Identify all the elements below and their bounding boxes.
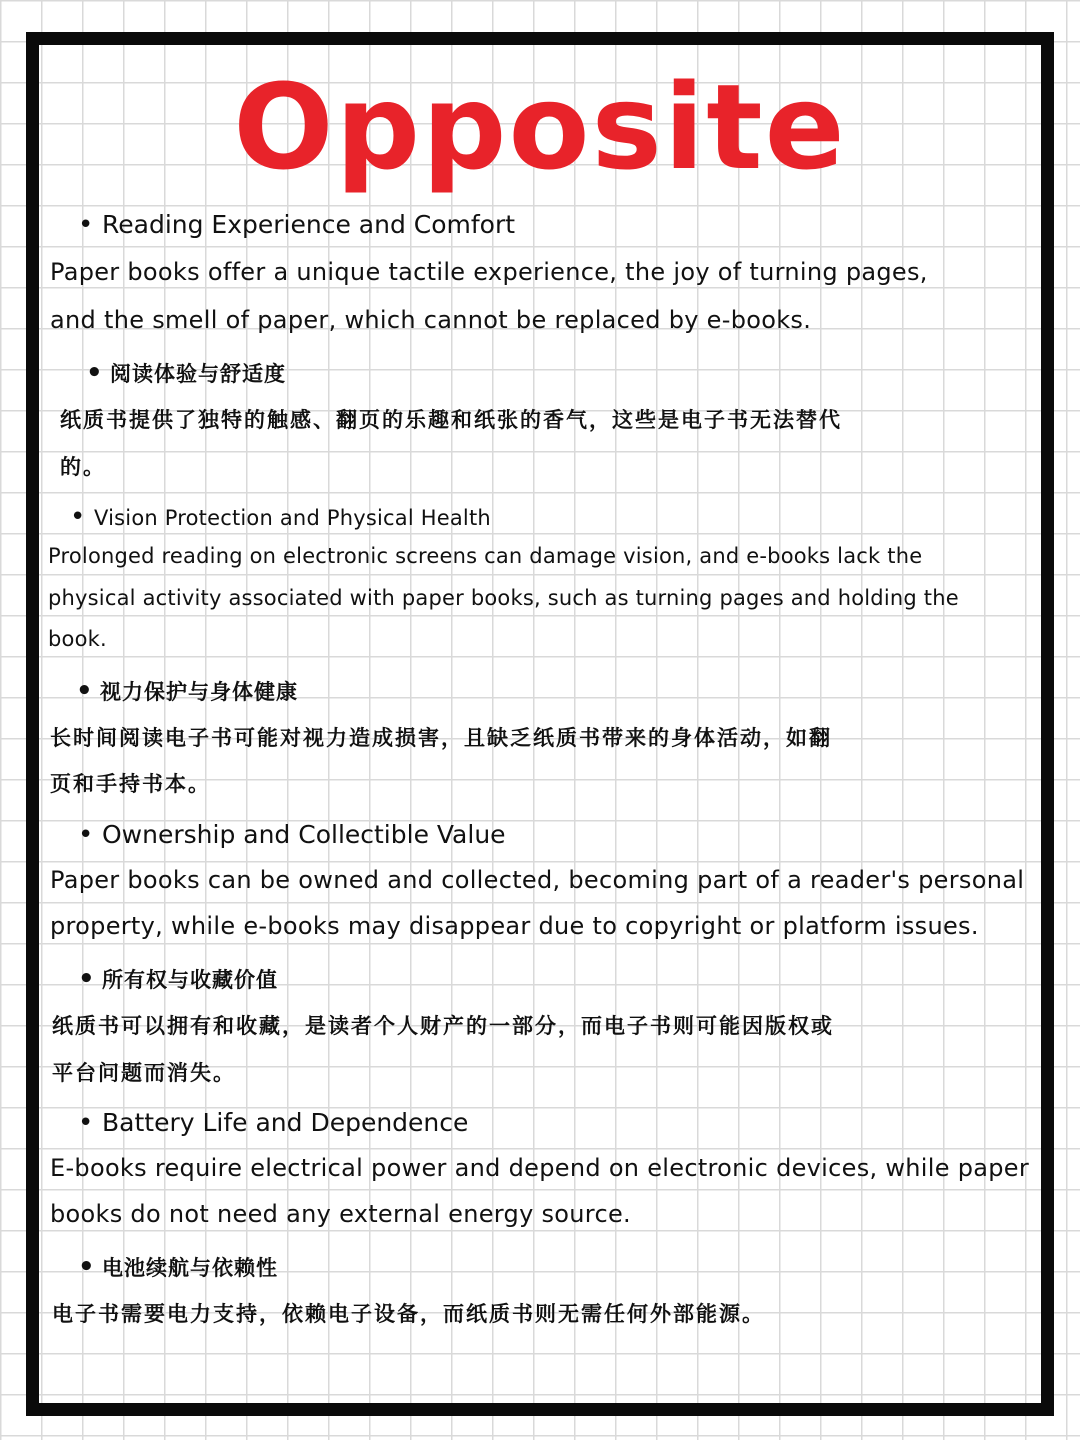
section-3-zh-heading: • 所有权与收藏价值 [78, 964, 278, 994]
section-4-en-line-2: books do not need any external energy source. [50, 1200, 631, 1228]
section-3-zh-line-1: 纸质书可以拥有和收藏，是读者个人财产的一部分，而电子书则可能因版权或 [52, 1014, 834, 1038]
section-2-zh-line-2: 页和手持书本。 [50, 772, 211, 796]
section-1-zh-line-2: 的。 [60, 455, 106, 479]
section-2-zh-line-1: 长时间阅读电子书可能对视力造成损害，且缺乏纸质书带来的身体活动，如翻 [50, 726, 832, 750]
section-2-zh-heading: • 视力保护与身体健康 [76, 676, 298, 706]
section-2-en-heading: • Vision Protection and Physical Health [70, 502, 491, 532]
section-1-en-heading: • Reading Experience and Comfort [78, 210, 515, 240]
section-1-en-line-1: Paper books offer a unique tactile experience, the joy of turning pages, [50, 258, 928, 286]
section-3-en-line-1: Paper books can be owned and collected, becoming part of a reader's personal [50, 866, 1025, 894]
section-4-zh-heading: • 电池续航与依赖性 [78, 1252, 278, 1282]
section-2-en-line-2: physical activity associated with paper books, such as turning pages and holding the [48, 586, 959, 610]
section-4-zh-line-1: 电子书需要电力支持，依赖电子设备，而纸质书则无需任何外部能源。 [52, 1302, 765, 1326]
section-1-en-line-2: and the smell of paper, which cannot be replaced by e-books. [50, 306, 812, 334]
page-title: Opposite [233, 58, 847, 196]
section-1-zh-heading: • 阅读体验与舒适度 [86, 358, 286, 388]
section-2-en-line-3: book. [48, 627, 107, 651]
section-2-en-line-1: Prolonged reading on electronic screens can damage vision, and e-books lack the [48, 544, 923, 568]
section-1-zh-line-1: 纸质书提供了独特的触感、翻页的乐趣和纸张的香气，这些是电子书无法替代 [60, 408, 842, 432]
section-4-en-heading: • Battery Life and Dependence [78, 1108, 468, 1138]
section-3-en-heading: • Ownership and Collectible Value [78, 820, 506, 850]
section-4-en-line-1: E-books require electrical power and depend on electronic devices, while paper [50, 1154, 1030, 1182]
section-3-en-line-2: property, while e-books may disappear due to copyright or platform issues. [50, 912, 979, 940]
section-3-zh-line-2: 平台问题而消失。 [52, 1061, 236, 1085]
